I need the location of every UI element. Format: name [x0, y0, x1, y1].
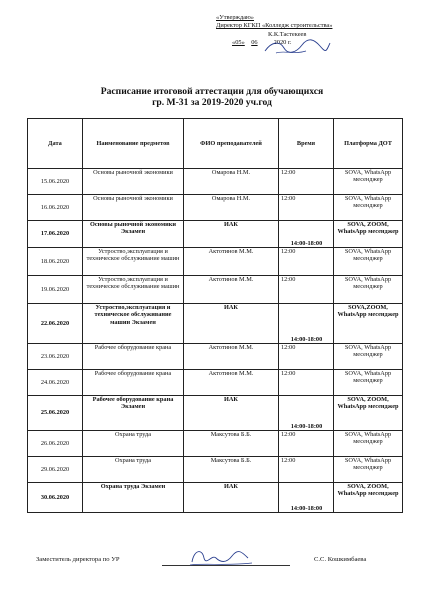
cell-platform: SOVA, WhatsApp месенджер	[334, 169, 403, 195]
cell-teacher: ИАК	[184, 221, 279, 248]
table-header-row	[28, 119, 403, 169]
cell-platform: SOVA,ZOOM, WhatsApp месенджер	[334, 304, 403, 344]
cell-platform: SOVA, WhatsApp месенджер	[334, 431, 403, 457]
cell-subject: Устроство,эксплуатация и техническое обслуживание машин	[83, 248, 184, 276]
table-row	[28, 483, 403, 513]
cell-subject: Охрана труда Экзамен	[83, 483, 184, 513]
table-row	[28, 457, 403, 483]
table-row	[28, 169, 403, 195]
cell-subject: Охрана труда	[83, 457, 184, 483]
director-signature-icon	[262, 37, 332, 57]
title-line-2: гр. М-31 за 2019-2020 уч.год	[152, 97, 272, 108]
cell-time: 12:00	[279, 248, 334, 276]
cell-teacher: Актотинов М.М.	[184, 370, 279, 396]
cell-platform: SOVA, WhatsApp месенджер	[334, 195, 403, 221]
cell-platform: SOVA, ZOOM, WhatsApp месенджер	[334, 396, 403, 431]
cell-platform: SOVA, WhatsApp месенджер	[334, 248, 403, 276]
approval-date-year: 2020 г.	[273, 38, 292, 46]
cell-date: 15.06.2020	[28, 169, 83, 195]
cell-teacher: Актотинов М.М.	[184, 276, 279, 304]
cell-subject: Рабочее оборудование крана	[83, 344, 184, 370]
table-row	[28, 276, 403, 304]
approval-date-day: «05»	[232, 38, 245, 46]
table-row	[28, 344, 403, 370]
header-platform: Платформа ДОТ	[334, 119, 403, 169]
footer-position: Заместитель директора по УР	[36, 556, 120, 563]
approval-date-month: 06	[251, 38, 258, 46]
cell-teacher: Максутова Б.Б.	[184, 431, 279, 457]
table-row	[28, 431, 403, 457]
table-row	[28, 370, 403, 396]
cell-time: 14:00-18:00	[279, 396, 334, 431]
cell-subject: Рабочее оборудование крана	[83, 370, 184, 396]
cell-subject: Основы рыночной экономики	[83, 195, 184, 221]
cell-platform: SOVA, WhatsApp месенджер	[334, 276, 403, 304]
cell-teacher: ИАК	[184, 304, 279, 344]
cell-date: 30.06.2020	[28, 483, 83, 513]
cell-date: 18.06.2020	[28, 248, 83, 276]
approval-line-1: «Утверждаю»	[216, 14, 254, 21]
cell-time: 14:00-18:00	[279, 304, 334, 344]
schedule-table	[27, 118, 403, 513]
cell-platform: SOVA, ZOOM, WhatsApp месенджер	[334, 483, 403, 513]
cell-teacher: ИАК	[184, 396, 279, 431]
cell-subject: Охрана труда	[83, 431, 184, 457]
cell-teacher: Омарова Н.М.	[184, 169, 279, 195]
cell-platform: SOVA, WhatsApp месенджер	[334, 344, 403, 370]
cell-time: 12:00	[279, 169, 334, 195]
cell-subject: Устроство,эксплуатация и техническое обслуживание машин Экзамен	[83, 304, 184, 344]
table-row	[28, 304, 403, 344]
cell-time: 12:00	[279, 431, 334, 457]
cell-time: 12:00	[279, 276, 334, 304]
cell-platform: SOVA, WhatsApp месенджер	[334, 370, 403, 396]
header-subject: Наименование предметов	[83, 119, 184, 169]
footer-name: С.С. Кошкимбаева	[314, 556, 367, 563]
table-row	[28, 248, 403, 276]
approval-line-2: Директор КГКП «Колледж строительства»	[216, 22, 333, 30]
cell-time: 12:00	[279, 457, 334, 483]
deputy-signature-icon	[186, 546, 256, 568]
approval-line-3: К.К.Тастекеев	[268, 30, 307, 38]
cell-date: 23.06.2020	[28, 344, 83, 370]
cell-date: 24.06.2020	[28, 370, 83, 396]
cell-platform: SOVA, ZOOM, WhatsApp месенджер	[334, 221, 403, 248]
cell-time: 14:00-18:00	[279, 221, 334, 248]
cell-date: 26.06.2020	[28, 431, 83, 457]
cell-subject: Основы рыночной экономики Экзамен	[83, 221, 184, 248]
cell-subject: Устроство,эксплуатация и техническое обслуживание машин	[83, 276, 184, 304]
table-row	[28, 195, 403, 221]
cell-date: 16.06.2020	[28, 195, 83, 221]
title-line-1: Расписание итоговой аттестации для обучающихся	[100, 86, 324, 97]
cell-teacher: Максутова Б.Б.	[184, 457, 279, 483]
cell-time: 12:00	[279, 370, 334, 396]
cell-platform: SOVA, WhatsApp месенджер	[334, 457, 403, 483]
cell-date: 25.06.2020	[28, 396, 83, 431]
document-title	[0, 86, 424, 108]
cell-time: 12:00	[279, 344, 334, 370]
cell-date: 19.06.2020	[28, 276, 83, 304]
cell-time: 14:00-18:00	[279, 483, 334, 513]
cell-teacher: Актотинов М.М.	[184, 248, 279, 276]
cell-time: 12:00	[279, 195, 334, 221]
cell-date: 17.06.2020	[28, 221, 83, 248]
table-row	[28, 221, 403, 248]
header-date: Дата	[28, 119, 83, 169]
cell-teacher: ИАК	[184, 483, 279, 513]
table-row	[28, 396, 403, 431]
cell-subject: Основы рыночной экономики	[83, 169, 184, 195]
cell-date: 22.06.2020	[28, 304, 83, 344]
header-time: Время	[279, 119, 334, 169]
header-teacher: ФИО преподавателей	[184, 119, 279, 169]
cell-subject: Рабочее оборудование крана Экзамен	[83, 396, 184, 431]
cell-date: 29.06.2020	[28, 457, 83, 483]
cell-teacher: Актотинов М.М.	[184, 344, 279, 370]
cell-teacher: Омарова Н.М.	[184, 195, 279, 221]
